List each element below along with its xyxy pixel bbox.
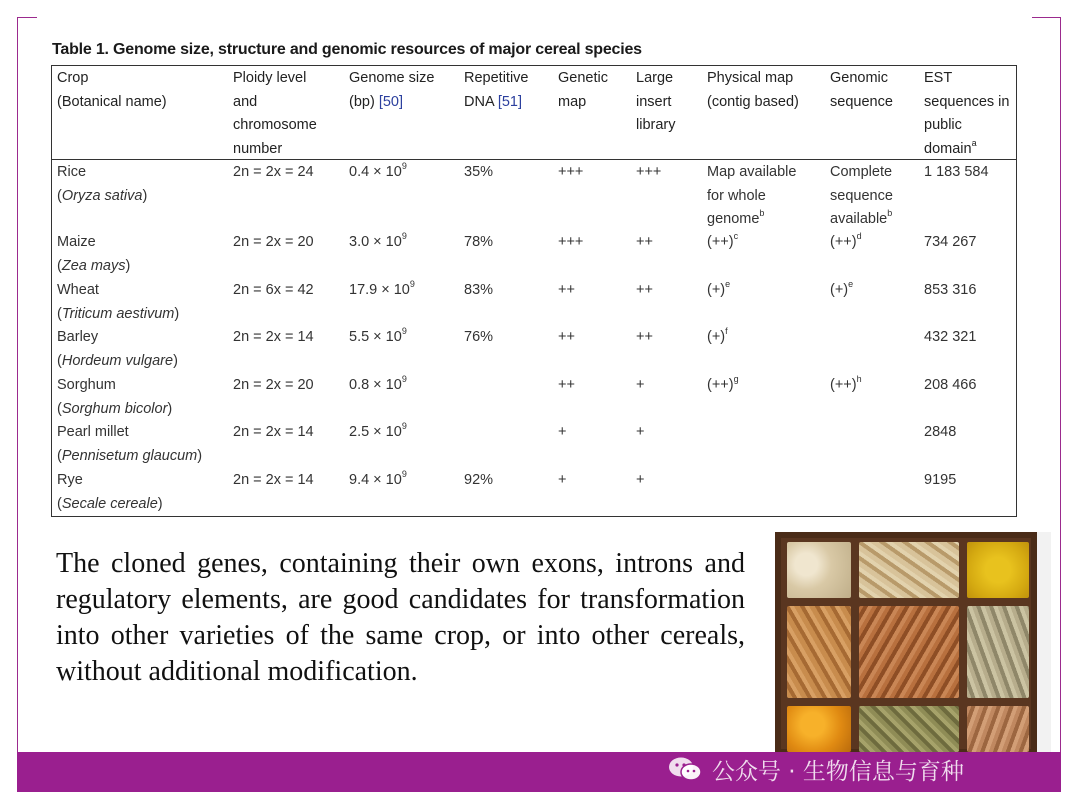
genomic-sequence-cell bbox=[830, 231, 862, 255]
physical-map-footnote: g bbox=[733, 374, 739, 384]
large-insert-cell: + bbox=[636, 424, 645, 440]
watermark-text: 公众号 · 生物信息与育种 bbox=[712, 758, 964, 785]
genetic-map-cell: +++ bbox=[558, 234, 584, 250]
large-insert-cell: ++ bbox=[636, 329, 653, 345]
ploidy-cell: 2n = 2x = 20 bbox=[233, 234, 314, 250]
header-est: EST sequences in public domain$^a$ bbox=[924, 70, 1010, 157]
physical-map-value: (+) bbox=[707, 329, 726, 345]
genome-size-exponent: 9 bbox=[401, 469, 407, 479]
physical-map-cell bbox=[707, 161, 796, 232]
botanical-name: Triticum aestivum bbox=[61, 305, 175, 322]
crop-name: Pearl millet bbox=[57, 424, 129, 440]
slide-frame-top-right bbox=[1032, 17, 1060, 18]
crop-name: Wheat bbox=[57, 282, 99, 298]
ploidy-cell: 2n = 2x = 20 bbox=[233, 377, 314, 393]
header-crop: Crop (Botanical name) bbox=[57, 70, 167, 110]
header-rule bbox=[51, 159, 1017, 160]
genetic-map-cell: ++ bbox=[558, 282, 575, 298]
genomic-sequence-value: (++) bbox=[830, 234, 857, 250]
ploidy-cell: 2n = 2x = 14 bbox=[233, 329, 314, 345]
genome-size-exponent: 9 bbox=[401, 326, 407, 336]
physical-map-value: (++) bbox=[707, 377, 734, 393]
est-cell: 853 316 bbox=[924, 282, 977, 298]
header-genetic-map: Genetic map bbox=[558, 70, 608, 110]
large-insert-cell: +++ bbox=[636, 164, 662, 180]
repetitive-cell: 76% bbox=[464, 329, 494, 345]
est-cell: 734 267 bbox=[924, 234, 977, 250]
genomic-sequence-footnote: e bbox=[848, 279, 854, 289]
cereal-seeds-photo bbox=[775, 532, 1037, 755]
est-cell: 208 466 bbox=[924, 377, 977, 393]
genome-size-exponent: 9 bbox=[401, 421, 407, 431]
watermark bbox=[668, 753, 964, 785]
botanical-name: Hordeum vulgare bbox=[61, 352, 174, 369]
genome-size-cell bbox=[349, 161, 407, 185]
physical-map-value: Map available for whole genome bbox=[707, 164, 797, 227]
crop-name: Maize bbox=[57, 234, 96, 250]
genomic-sequence-footnote: b bbox=[887, 208, 893, 218]
genome-size-value: 3.0 × 10 bbox=[349, 234, 402, 250]
genetic-map-cell: ++ bbox=[558, 377, 575, 393]
header-genomic-sequence: Genomic sequence bbox=[830, 70, 893, 110]
header-genome-size: Genome size (bp) [50] bbox=[349, 70, 435, 110]
header-repetitive-dna: Repetitive DNA [51] bbox=[464, 70, 529, 110]
physical-map-footnote: e bbox=[725, 279, 731, 289]
genomic-sequence-value: (+) bbox=[830, 282, 849, 298]
header-physical-map: Physical map (contig based) bbox=[707, 70, 799, 110]
genomic-sequence-value: Complete sequence available bbox=[830, 164, 893, 227]
est-cell: 2848 bbox=[924, 424, 957, 440]
genetic-map-cell: ++ bbox=[558, 329, 575, 345]
genomic-sequence-cell bbox=[830, 279, 853, 303]
genome-size-cell bbox=[349, 374, 407, 398]
slide-frame-left bbox=[17, 17, 18, 752]
physical-map-footnote: b bbox=[759, 208, 765, 218]
crop-cell: Sorghum (Sorghum bicolor) bbox=[57, 377, 173, 417]
crop-cell: Maize (Zea mays) bbox=[57, 234, 131, 274]
crop-cell: Rye (Secale cereale) bbox=[57, 472, 163, 512]
ploidy-cell: 2n = 2x = 24 bbox=[233, 164, 314, 180]
genome-size-cell bbox=[349, 469, 407, 493]
est-cell: 9195 bbox=[924, 472, 957, 488]
wechat-icon bbox=[668, 756, 702, 782]
body-paragraph: The cloned genes, containing their own exons, introns and regulatory elements, are good candidates for transformation into other varieties of the same crop, or into other cereals, without additional modification. bbox=[56, 548, 745, 687]
crop-cell: Pearl millet (Pennisetum glaucum) bbox=[57, 424, 203, 464]
botanical-name: Pennisetum glaucum bbox=[61, 447, 198, 464]
crop-name: Rye bbox=[57, 472, 83, 488]
crop-cell: Wheat (Triticum aestivum) bbox=[57, 282, 180, 322]
physical-map-value: (++) bbox=[707, 234, 734, 250]
physical-map-cell bbox=[707, 326, 728, 350]
genome-size-exponent: 9 bbox=[401, 374, 407, 384]
genome-size-value: 17.9 × 10 bbox=[349, 282, 410, 298]
physical-map-cell bbox=[707, 279, 730, 303]
physical-map-footnote: f bbox=[725, 326, 728, 336]
genome-size-cell bbox=[349, 279, 415, 303]
repetitive-cell: 35% bbox=[464, 164, 494, 180]
genome-size-exponent: 9 bbox=[409, 279, 415, 289]
large-insert-cell: ++ bbox=[636, 282, 653, 298]
large-insert-cell: ++ bbox=[636, 234, 653, 250]
est-cell: 432 321 bbox=[924, 329, 977, 345]
table-title: Table 1. Genome size, structure and genomic resources of major cereal species bbox=[52, 41, 642, 58]
genetic-map-cell: + bbox=[558, 472, 567, 488]
genome-size-value: 5.5 × 10 bbox=[349, 329, 402, 345]
ploidy-cell: 2n = 6x = 42 bbox=[233, 282, 314, 298]
ploidy-cell: 2n = 2x = 14 bbox=[233, 424, 314, 440]
botanical-name: Secale cereale bbox=[61, 495, 158, 512]
crop-name: Barley bbox=[57, 329, 99, 345]
crop-cell: Rice (Oryza sativa) bbox=[57, 164, 148, 204]
large-insert-cell: + bbox=[636, 472, 645, 488]
reference-51: [51] bbox=[497, 93, 523, 110]
physical-map-value: (+) bbox=[707, 282, 726, 298]
large-insert-cell: + bbox=[636, 377, 645, 393]
genomic-sequence-footnote: h bbox=[856, 374, 862, 384]
botanical-name: Sorghum bicolor bbox=[61, 400, 168, 417]
genomic-sequence-cell bbox=[830, 374, 862, 398]
header-ploidy: Ploidy level and chromosome number bbox=[233, 70, 317, 157]
genome-size-exponent: 9 bbox=[401, 161, 407, 171]
physical-map-cell bbox=[707, 231, 738, 255]
physical-map-footnote: c bbox=[733, 231, 739, 241]
repetitive-cell: 83% bbox=[464, 282, 494, 298]
genetic-map-cell: +++ bbox=[558, 164, 584, 180]
ploidy-cell: 2n = 2x = 14 bbox=[233, 472, 314, 488]
genome-size-exponent: 9 bbox=[401, 231, 407, 241]
genome-size-cell bbox=[349, 326, 407, 350]
genomic-sequence-footnote: d bbox=[856, 231, 862, 241]
crop-name: Sorghum bbox=[57, 377, 116, 393]
slide-frame-right bbox=[1060, 17, 1061, 752]
reference-50: [50] bbox=[378, 93, 404, 110]
crop-name: Rice bbox=[57, 164, 87, 180]
slide-frame-top-left bbox=[17, 17, 37, 18]
botanical-name: Oryza sativa bbox=[61, 187, 143, 204]
botanical-name: Zea mays bbox=[61, 257, 126, 274]
repetitive-cell: 78% bbox=[464, 234, 494, 250]
genetic-map-cell: + bbox=[558, 424, 567, 440]
genome-size-value: 0.8 × 10 bbox=[349, 377, 402, 393]
header-large-insert: Large insert library bbox=[636, 70, 676, 133]
physical-map-cell bbox=[707, 374, 739, 398]
genome-size-cell bbox=[349, 231, 407, 255]
repetitive-cell: 92% bbox=[464, 472, 494, 488]
photo-side-strip bbox=[1037, 532, 1051, 755]
crop-cell: Barley (Hordeum vulgare) bbox=[57, 329, 178, 369]
genome-size-value: 0.4 × 10 bbox=[349, 164, 402, 180]
genome-size-value: 2.5 × 10 bbox=[349, 424, 402, 440]
genome-size-value: 9.4 × 10 bbox=[349, 472, 402, 488]
genome-size-cell bbox=[349, 421, 407, 445]
genomic-sequence-value: (++) bbox=[830, 377, 857, 393]
est-cell: 1 183 584 bbox=[924, 164, 989, 180]
genomic-sequence-cell bbox=[830, 161, 893, 232]
